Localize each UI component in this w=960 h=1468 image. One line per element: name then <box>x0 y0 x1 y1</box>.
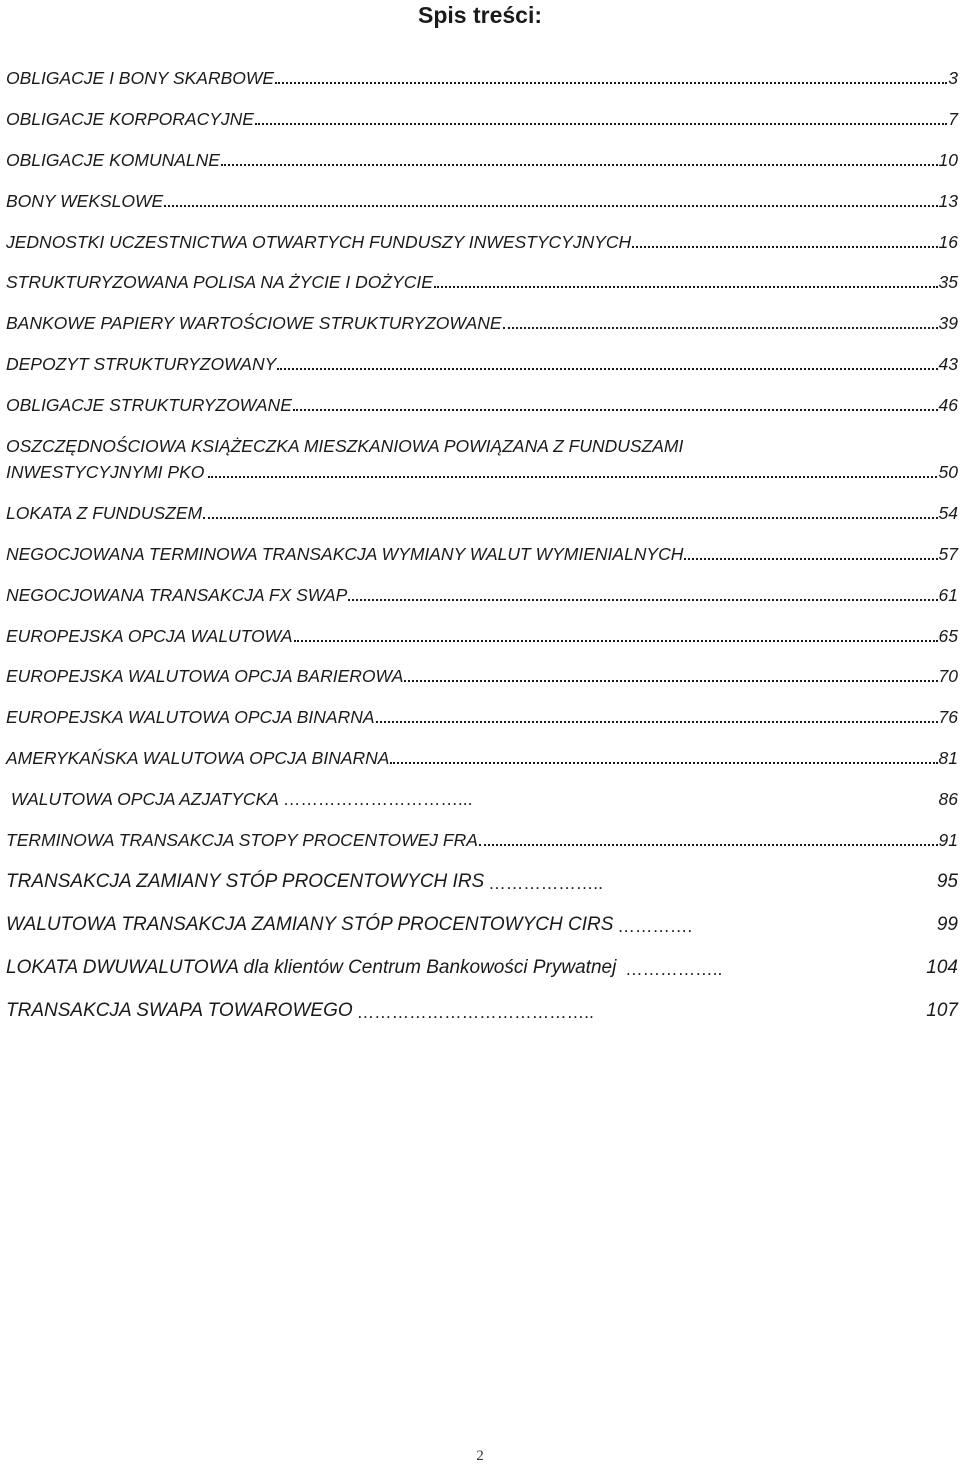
toc-leader-dots <box>348 599 937 601</box>
toc-entry-label: DEPOZYT STRUKTURYZOWANY <box>6 354 277 375</box>
toc-entry[interactable] <box>6 914 958 936</box>
toc-entry-label: WALUTOWA OPCJA AZJATYCKA <box>6 789 279 810</box>
toc-entry-label: STRUKTURYZOWANA POLISA NA ŻYCIE I DOŻYCIE <box>6 272 433 293</box>
toc-leader-dots <box>479 844 938 846</box>
toc-entry-label: TRANSAKCJA ZAMIANY STÓP PROCENTOWYCH IRS <box>6 870 485 892</box>
table-of-contents <box>6 68 958 1042</box>
toc-entry-page: 81 <box>938 748 958 769</box>
toc-leader-dots <box>293 409 938 411</box>
toc-entry[interactable] <box>6 544 958 564</box>
toc-entry-page: 86 <box>938 789 958 810</box>
toc-entry[interactable] <box>6 957 958 979</box>
toc-leader-dots: …………….. <box>620 958 723 979</box>
toc-entry-page: 35 <box>938 272 958 293</box>
toc-entry[interactable] <box>6 748 958 768</box>
footer-page-number: 2 <box>476 1448 484 1464</box>
toc-entry-label: TRANSAKCJA SWAPA TOWAROWEGO <box>6 999 353 1021</box>
toc-leader-dots <box>390 762 937 764</box>
toc-leader-dots <box>294 640 938 642</box>
toc-entry-page: 99 <box>936 913 958 935</box>
toc-entry-page: 43 <box>938 354 958 375</box>
toc-leader-dots <box>684 558 937 560</box>
toc-entry[interactable] <box>6 707 958 727</box>
toc-entry-label: OBLIGACJE I BONY SKARBOWE <box>6 68 275 88</box>
toc-entry-page: 54 <box>938 502 958 523</box>
toc-entry-label: JEDNOSTKI UCZESTNICTWA OTWARTYCH FUNDUSZY INWESTYCYJNYCH <box>6 231 632 252</box>
toc-entry-label: BANKOWE PAPIERY WARTOŚCIOWE STRUKTURYZOWANE <box>6 313 502 334</box>
toc-leader-dots <box>503 327 938 329</box>
toc-entry-label-line2: INWESTYCYJNYMI PKO <box>6 462 205 483</box>
toc-entry-page: 95 <box>936 870 958 892</box>
toc-entry[interactable] <box>6 1000 958 1022</box>
toc-entry-label: EUROPEJSKA OPCJA WALUTOWA <box>6 625 293 646</box>
toc-entry-page: 61 <box>938 584 958 605</box>
toc-entry-page: 107 <box>926 999 958 1021</box>
toc-entry[interactable] <box>6 109 958 129</box>
toc-entry-page: 91 <box>938 830 958 851</box>
toc-leader-dots <box>221 164 938 166</box>
toc-leader-dots <box>434 286 938 288</box>
toc-entry-label: NEGOCJOWANA TERMINOWA TRANSAKCJA WYMIANY WALUT WYMIENIALNYCH <box>6 543 684 564</box>
toc-entry-label: OBLIGACJE KOMUNALNE <box>6 149 220 170</box>
toc-leader-dots <box>404 680 937 682</box>
toc-entry-label: EUROPEJSKA WALUTOWA OPCJA BARIEROWA <box>6 666 404 687</box>
toc-leader-dots: …………………………... <box>282 789 473 810</box>
toc-entry-multiline[interactable] <box>6 436 958 482</box>
toc-entry[interactable] <box>6 68 958 88</box>
toc-entry-page: 7 <box>948 108 958 129</box>
toc-leader-dots <box>376 721 938 723</box>
toc-leader-dots: …………. <box>617 915 693 936</box>
toc-entry-label: BONY WEKSLOWE <box>6 190 164 211</box>
toc-entry[interactable] <box>6 585 958 605</box>
toc-leader-dots <box>275 82 947 84</box>
toc-entry[interactable] <box>6 503 958 523</box>
toc-entry-page: 104 <box>926 956 958 978</box>
toc-entry[interactable] <box>6 272 958 292</box>
toc-entry-label: TERMINOWA TRANSAKCJA STOPY PROCENTOWEJ FRA <box>6 830 478 851</box>
toc-entry[interactable] <box>6 626 958 646</box>
toc-leader-dots <box>277 368 937 370</box>
toc-entry[interactable] <box>6 871 958 893</box>
toc-entry-page: 13 <box>938 190 958 211</box>
toc-entry-label: OBLIGACJE KORPORACYJNE <box>6 108 254 129</box>
toc-entry-label: EUROPEJSKA WALUTOWA OPCJA BINARNA <box>6 707 375 728</box>
toc-entry-page: 65 <box>938 625 958 646</box>
toc-leader-dots <box>164 205 937 207</box>
toc-entry-page: 76 <box>938 707 958 728</box>
toc-entry-page: 57 <box>938 543 958 564</box>
toc-leader-dots <box>255 123 947 125</box>
toc-leader-dots: ……………….. <box>488 872 603 893</box>
toc-entry[interactable] <box>6 354 958 374</box>
toc-entry-label: NEGOCJOWANA TRANSAKCJA FX SWAP <box>6 584 348 605</box>
toc-entry-page: 3 <box>948 68 958 88</box>
toc-entry-page: 46 <box>938 395 958 416</box>
toc-leader-dots <box>208 476 936 478</box>
toc-entry-label: LOKATA Z FUNDUSZEM <box>6 502 203 523</box>
page-title: Spis treści: <box>418 2 542 28</box>
toc-entry-page: 39 <box>938 313 958 334</box>
toc-entry[interactable] <box>6 395 958 415</box>
toc-leader-dots: ………………………………….. <box>356 1001 594 1022</box>
toc-leader-dots <box>203 517 937 519</box>
toc-entry[interactable] <box>6 150 958 170</box>
toc-entry-page: 10 <box>938 149 958 170</box>
toc-entry[interactable] <box>6 666 958 686</box>
toc-entry[interactable] <box>6 232 958 252</box>
toc-entry[interactable] <box>6 191 958 211</box>
toc-entry-page: 50 <box>938 462 958 483</box>
toc-entry[interactable] <box>6 830 958 850</box>
toc-leader-dots <box>632 246 937 248</box>
toc-entry-page: 70 <box>938 666 958 687</box>
toc-entry[interactable] <box>6 313 958 333</box>
toc-entry-label: OBLIGACJE STRUKTURYZOWANE <box>6 395 292 416</box>
toc-entry-label: AMERYKAŃSKA WALUTOWA OPCJA BINARNA <box>6 748 390 769</box>
toc-entry-label: WALUTOWA TRANSAKCJA ZAMIANY STÓP PROCENTOWYCH CIRS <box>6 913 614 935</box>
toc-entry-label: LOKATA DWUWALUTOWA dla klientów Centrum Bankowości Prywatnej <box>6 956 617 978</box>
toc-entry-label-line1: OSZCZĘDNOŚCIOWA KSIĄŻECZKA MIESZKANIOWA POWIĄZANA Z FUNDUSZAMI <box>6 436 684 457</box>
toc-entry[interactable] <box>6 789 958 809</box>
toc-entry-page: 16 <box>938 231 958 252</box>
